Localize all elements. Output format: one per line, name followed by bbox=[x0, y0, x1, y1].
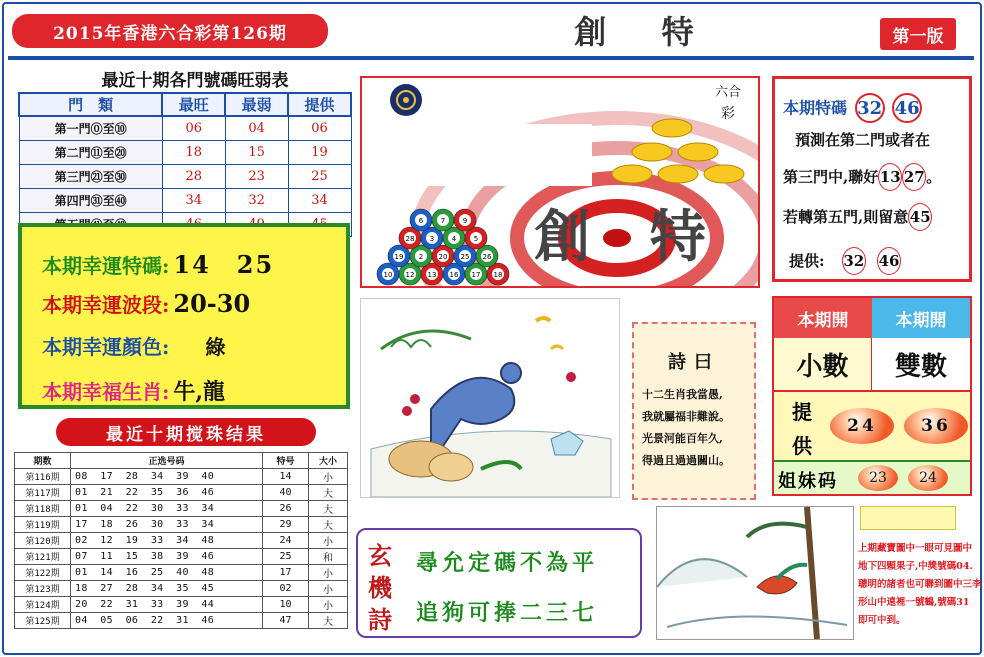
lucky-special-value: 14 25 bbox=[173, 250, 275, 279]
door-cell-pick: 19 bbox=[288, 140, 351, 164]
results-row bbox=[15, 532, 348, 548]
results-cell-period: 第120期 bbox=[15, 532, 71, 548]
open-provide-row bbox=[774, 390, 970, 460]
results-cell-nums: 01 04 22 30 33 34 bbox=[71, 500, 263, 516]
door-table bbox=[18, 92, 352, 237]
open-value-1: 小數 bbox=[774, 338, 872, 390]
lottery-ball-number: 4 bbox=[451, 235, 457, 243]
previous-answer-note bbox=[856, 506, 980, 640]
open-provide-label-2: 供 bbox=[792, 434, 812, 458]
issue-banner: 2015年香港六合彩第126期 bbox=[12, 14, 328, 48]
results-cell-special: 14 bbox=[263, 468, 309, 484]
header-divider bbox=[8, 56, 974, 60]
lottery-ball-number: 20 bbox=[438, 253, 448, 261]
poem-line: 光景河能百年久, bbox=[642, 432, 723, 445]
special-provide-label: 提供: bbox=[789, 252, 825, 270]
results-cell-period: 第117期 bbox=[15, 484, 71, 500]
results-row bbox=[15, 516, 348, 532]
results-cell-nums: 07 11 15 38 39 46 bbox=[71, 548, 263, 564]
lottery-ball-number: 6 bbox=[418, 217, 424, 225]
door-cell-label: 第一門⓪至⑩ bbox=[19, 116, 162, 140]
door-cell-pick: 06 bbox=[288, 116, 351, 140]
results-cell-special: 24 bbox=[263, 532, 309, 548]
door-row bbox=[19, 164, 351, 188]
lottery-balls bbox=[377, 209, 509, 285]
mystery-label-1: 玄 bbox=[368, 541, 392, 570]
lottery-ball-number: 16 bbox=[449, 271, 459, 279]
logo-icon bbox=[390, 84, 422, 116]
door-cell-cold: 15 bbox=[225, 140, 288, 164]
sister-code-num-1: 23 bbox=[858, 465, 898, 491]
results-cell-nums: 08 17 28 34 39 40 bbox=[71, 468, 263, 484]
lottery-ball-number: 2 bbox=[418, 253, 424, 261]
open-value-2: 雙數 bbox=[872, 338, 970, 390]
results-col-header: 特号 bbox=[263, 453, 309, 469]
special-provide-num-1: 32 bbox=[842, 247, 866, 275]
lottery-ball-number: 17 bbox=[471, 271, 481, 279]
lottery-ball-number: 5 bbox=[473, 235, 479, 243]
results-cell-size: 小 bbox=[309, 468, 348, 484]
open-header-2: 本期開 bbox=[872, 298, 970, 338]
lucky-wave-value: 20-30 bbox=[173, 289, 251, 318]
page-title: 創 特 bbox=[574, 13, 716, 51]
lottery-ball-number: 3 bbox=[429, 235, 435, 243]
door-table-title: 最近十期各門號碼旺弱表 bbox=[101, 71, 289, 91]
results-cell-period: 第119期 bbox=[15, 516, 71, 532]
poem-title: 詩曰 bbox=[668, 352, 720, 373]
gold-ingots-icon bbox=[612, 119, 744, 183]
results-cell-period: 第125期 bbox=[15, 612, 71, 628]
results-cell-size: 小 bbox=[309, 532, 348, 548]
sister-code-row bbox=[774, 460, 970, 494]
sister-code-label: 姐妹码 bbox=[778, 471, 838, 492]
results-cell-size: 小 bbox=[309, 564, 348, 580]
special-line-3 bbox=[783, 203, 932, 231]
results-cell-size: 大 bbox=[309, 612, 348, 628]
special-line-3-num: 45 bbox=[908, 203, 932, 231]
open-provide-num-2: 36 bbox=[904, 408, 968, 444]
door-col-header: 提供 bbox=[288, 93, 351, 116]
results-row bbox=[15, 484, 348, 500]
door-cell-label: 第三門㉑至㉚ bbox=[19, 164, 162, 188]
results-row bbox=[15, 564, 348, 580]
door-cell-hot: 34 bbox=[162, 188, 225, 212]
bird-picture bbox=[656, 506, 854, 640]
door-cell-cold: 32 bbox=[225, 188, 288, 212]
poem-card bbox=[632, 322, 756, 500]
results-cell-size: 大 bbox=[309, 500, 348, 516]
lottery-ball-number: 7 bbox=[440, 217, 446, 225]
open-provide-label-1: 提 bbox=[792, 400, 812, 424]
mystery-line-2: 追狗可捧二三七 bbox=[416, 600, 599, 626]
hero-big-text: 創 特 bbox=[534, 204, 726, 270]
results-row bbox=[15, 500, 348, 516]
door-cell-pick: 34 bbox=[288, 188, 351, 212]
special-provide-row bbox=[789, 247, 901, 275]
open-header-1: 本期開 bbox=[774, 298, 872, 338]
special-label-row bbox=[783, 93, 922, 123]
lottery-ball-number: 28 bbox=[405, 235, 415, 243]
results-cell-period: 第122期 bbox=[15, 564, 71, 580]
blank-panel bbox=[402, 124, 592, 186]
results-cell-size: 大 bbox=[309, 484, 348, 500]
special-line-2-num-1: 13 bbox=[878, 163, 902, 191]
riddle-picture bbox=[360, 298, 620, 498]
results-col-header: 大小 bbox=[309, 453, 348, 469]
results-cell-nums: 04 05 06 22 31 46 bbox=[71, 612, 263, 628]
open-provide-num-1: 24 bbox=[830, 408, 894, 444]
door-row bbox=[19, 188, 351, 212]
door-cell-label: 第四門㉛至㊵ bbox=[19, 188, 162, 212]
special-line-2-text: 第三門中,聯好 bbox=[783, 168, 879, 186]
results-col-header: 期数 bbox=[15, 453, 71, 469]
door-col-header: 最旺 bbox=[162, 93, 225, 116]
lucky-wave-label: 本期幸運波段: bbox=[42, 293, 170, 317]
special-line-2-end: 。 bbox=[926, 168, 942, 186]
note-line: 聰明的諸者也可聯到圖中三李 bbox=[858, 579, 982, 590]
results-row bbox=[15, 468, 348, 484]
lottery-ball-number: 12 bbox=[405, 271, 415, 279]
results-cell-special: 29 bbox=[263, 516, 309, 532]
wolf-illustration bbox=[361, 299, 619, 497]
door-cell-label: 第二門⑪至⑳ bbox=[19, 140, 162, 164]
mystery-label-2: 機 bbox=[368, 573, 392, 602]
lucky-zodiac-value: 牛,龍 bbox=[173, 379, 226, 405]
poem-line: 我就屬福非難說。 bbox=[642, 410, 730, 423]
special-line-2 bbox=[783, 163, 941, 191]
results-cell-nums: 17 18 26 30 33 34 bbox=[71, 516, 263, 532]
lucky-color-row bbox=[42, 331, 225, 360]
results-cell-special: 25 bbox=[263, 548, 309, 564]
results-cell-size: 和 bbox=[309, 548, 348, 564]
door-cell-hot: 18 bbox=[162, 140, 225, 164]
door-cell-pick: 25 bbox=[288, 164, 351, 188]
lucky-special-label: 本期幸運特碼: bbox=[42, 254, 170, 278]
special-line-2-num-2: 27 bbox=[902, 163, 926, 191]
special-line-1: 預測在第二門或者在 bbox=[795, 131, 931, 149]
edition-badge: 第一版 bbox=[880, 18, 956, 50]
special-num-2: 46 bbox=[892, 93, 922, 123]
note-line: 形山中遠裡一號鶴,號碼31 bbox=[858, 597, 970, 608]
door-col-header: 最弱 bbox=[225, 93, 288, 116]
mystery-line-1: 尋允定碼不為平 bbox=[416, 550, 599, 576]
results-cell-special: 47 bbox=[263, 612, 309, 628]
lottery-ball-number: 19 bbox=[394, 253, 404, 261]
results-cell-nums: 18 27 28 34 35 45 bbox=[71, 580, 263, 596]
hero-illustration bbox=[362, 78, 758, 286]
special-number-box bbox=[772, 76, 972, 282]
results-cell-special: 10 bbox=[263, 596, 309, 612]
door-cell-hot: 28 bbox=[162, 164, 225, 188]
mystery-poem-box bbox=[356, 528, 642, 638]
special-label: 本期特碼 bbox=[783, 98, 848, 118]
results-title: 最近十期搅珠结果 bbox=[56, 418, 316, 446]
special-provide-num-2: 46 bbox=[877, 247, 901, 275]
lucky-box bbox=[18, 223, 350, 409]
results-cell-special: 02 bbox=[263, 580, 309, 596]
results-cell-special: 26 bbox=[263, 500, 309, 516]
logo-text-2: 彩 bbox=[721, 106, 735, 122]
lucky-zodiac-label: 本期幸福生肖: bbox=[42, 380, 170, 404]
results-cell-nums: 01 14 16 25 40 48 bbox=[71, 564, 263, 580]
results-cell-nums: 02 12 19 33 34 48 bbox=[71, 532, 263, 548]
special-num-1: 32 bbox=[855, 93, 885, 123]
results-row bbox=[15, 612, 348, 628]
results-cell-period: 第123期 bbox=[15, 580, 71, 596]
lottery-ball-number: 26 bbox=[482, 253, 492, 261]
lucky-color-label: 本期幸運顏色: bbox=[42, 335, 170, 359]
lucky-wave-row bbox=[42, 289, 250, 318]
results-col-header: 正选号码 bbox=[71, 453, 263, 469]
results-row bbox=[15, 580, 348, 596]
door-col-header: 門 類 bbox=[19, 93, 162, 116]
results-cell-size: 大 bbox=[309, 516, 348, 532]
lottery-ball-number: 10 bbox=[383, 271, 393, 279]
hero-image bbox=[360, 76, 760, 288]
results-cell-special: 40 bbox=[263, 484, 309, 500]
results-cell-size: 小 bbox=[309, 596, 348, 612]
poem-line: 得過且過過關山。 bbox=[642, 454, 730, 467]
lottery-ball-number: 13 bbox=[427, 271, 437, 279]
results-cell-size: 小 bbox=[309, 580, 348, 596]
special-line-3-text: 若轉第五門,則留意 bbox=[783, 208, 909, 226]
results-cell-period: 第121期 bbox=[15, 548, 71, 564]
results-row bbox=[15, 596, 348, 612]
bird-illustration bbox=[657, 507, 853, 639]
note-line: 即可中到。 bbox=[858, 615, 906, 626]
results-cell-period: 第116期 bbox=[15, 468, 71, 484]
door-cell-cold: 04 bbox=[225, 116, 288, 140]
results-cell-period: 第124期 bbox=[15, 596, 71, 612]
mystery-label-3: 詩 bbox=[368, 605, 392, 634]
note-line: 上期藏寶圖中一眼可見圖中 bbox=[858, 543, 973, 554]
lottery-ball-number: 9 bbox=[462, 217, 468, 225]
results-table bbox=[14, 452, 348, 629]
lucky-zodiac-row bbox=[42, 375, 225, 406]
open-prediction-grid bbox=[772, 296, 972, 496]
note-line: 地下四顆果子,中獎號碼04. bbox=[858, 561, 973, 572]
results-cell-nums: 01 21 22 35 36 46 bbox=[71, 484, 263, 500]
door-cell-cold: 23 bbox=[225, 164, 288, 188]
lottery-ball-number: 18 bbox=[493, 271, 503, 279]
logo-text-1: 六合 bbox=[714, 85, 742, 100]
lottery-ball-number: 25 bbox=[460, 253, 470, 261]
door-cell-hot: 06 bbox=[162, 116, 225, 140]
sister-code-num-2: 24 bbox=[908, 465, 948, 491]
poem-line: 十二生肖我當愚, bbox=[642, 388, 723, 401]
results-row bbox=[15, 548, 348, 564]
results-cell-nums: 20 22 31 33 39 44 bbox=[71, 596, 263, 612]
lucky-special-row bbox=[42, 245, 274, 280]
results-cell-period: 第118期 bbox=[15, 500, 71, 516]
results-cell-special: 17 bbox=[263, 564, 309, 580]
note-thumbnail bbox=[860, 506, 956, 530]
door-row bbox=[19, 140, 351, 164]
door-row bbox=[19, 116, 351, 140]
lucky-color-value: 綠 bbox=[205, 335, 226, 359]
